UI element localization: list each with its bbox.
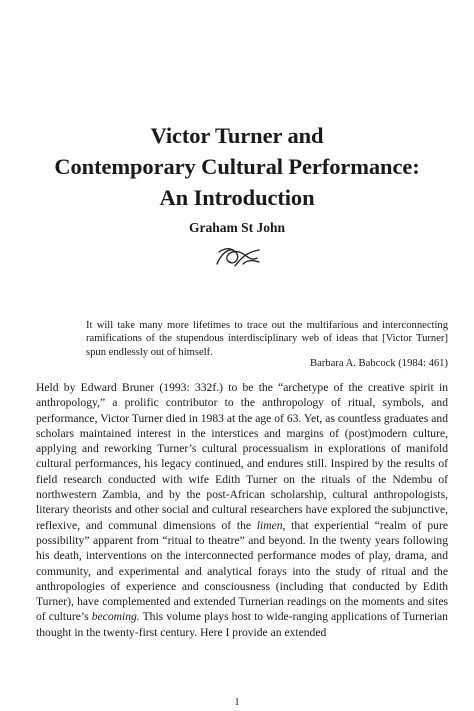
title-line-1: Victor Turner and <box>150 123 324 148</box>
page-number: 1 <box>234 697 240 708</box>
body-segment-italic-limen: limen, <box>256 518 286 532</box>
title-line-3: An Introduction <box>159 185 315 210</box>
epigraph-attribution: Barbara A. Babcock (1984: 461) <box>310 358 448 369</box>
chapter-author: Graham St John <box>188 220 286 235</box>
body-segment-2: that experiential “realm of pure possibility” apparent from “ritual to theatre” and beyond. In the twenty years following his death, interventions on the interconnected performance modes of play, drama, and community, and experimental and analytical forays into the study of ritual and the anthropologies of experience and consciousness (including that conducted by Edith Turner), have complemented and extended Turnerian readings on the moments and sites of culture’s <box>36 518 448 624</box>
fleuron-ornament-icon <box>213 240 263 272</box>
title-line-2: Contemporary Cultural Performance: <box>54 154 420 179</box>
body-paragraph <box>36 380 448 640</box>
body-segment-1: Held by Edward Bruner (1993: 332f.) to be the “archetype of the creative spirit in anthropology,” a prolific contributor to the anthropology of ritual, symbols, and performance, Victor Turner died in 1983 at the age of 63. Yet, as countless graduates and scholars maintained interest in the interstices and margins of (post)modern culture, applying and reworking Turner’s cultural processualism in explorations of manifold cultural performances, his legacy continued, and endures still. Inspired by the results of field research conducted with wife Edith Turner on the rituals of the Ndembu of northwestern Zambia, and by the post-African scholarship, cultural anthropologists, literary theorists and other social and cultural researchers have explored the subjunctive, reflexive, and communal dimensions of the <box>36 381 448 532</box>
body-segment-3: This volume plays host to wide-ranging applications of Turnerian thought in the twenty-first century. Here I provide an extended <box>36 610 448 639</box>
chapter-title <box>0 120 474 213</box>
body-segment-italic-becoming: becoming. <box>91 610 140 624</box>
epigraph-quote: It will take many more lifetimes to trace out the multifarious and interconnecting ramifications of the stupendous interdisciplinary web of ideas that [Victor Turner] spun endlessly out of himself. <box>86 320 448 358</box>
